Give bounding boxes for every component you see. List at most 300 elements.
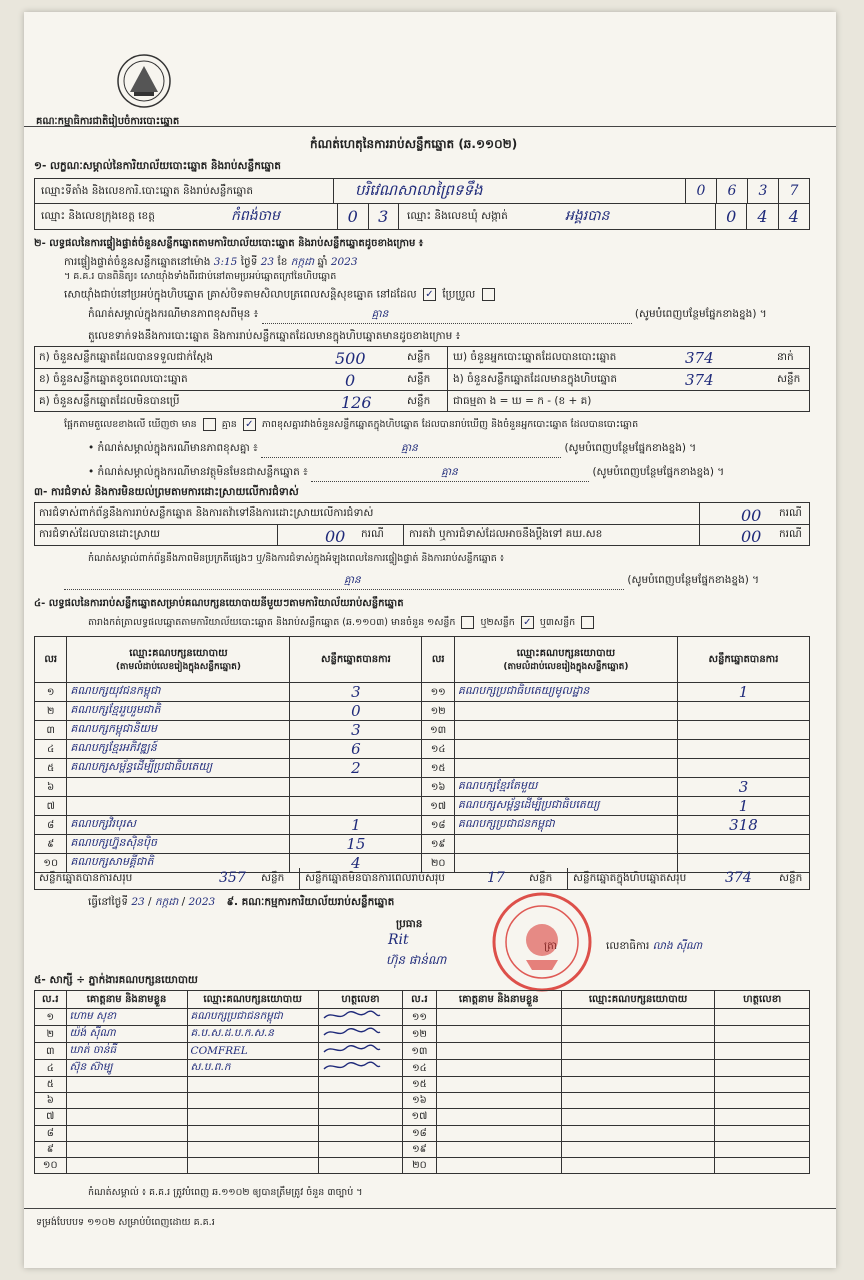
results-col-party-label: ឈ្មោះគណបក្សនយោបាយ xyxy=(516,647,616,659)
witness-signature[interactable] xyxy=(318,1109,402,1125)
sheet-count-line xyxy=(88,616,597,630)
witness-no: ៦ xyxy=(35,1093,67,1109)
witness-signature[interactable] xyxy=(715,1043,810,1060)
result-votes[interactable]: 2 xyxy=(290,759,422,778)
witness-no: ៨ xyxy=(35,1125,67,1141)
form-title: កំណត់ហេតុនៃការរាប់សន្លឹកឆ្នោត (ឆ.១១០២) xyxy=(310,137,518,151)
province-digit: 3 xyxy=(368,204,400,229)
witness-no: ៥ xyxy=(35,1077,67,1093)
results-col-votes: សន្លឹកឆ្នោតបានការ xyxy=(290,637,422,683)
witness-name[interactable] xyxy=(436,1026,561,1043)
result-votes[interactable] xyxy=(677,835,809,854)
fig-kh-label: ខ) ចំនួនសន្លឹកឆ្នោតខូចពេលបោះឆ្នោត xyxy=(39,373,188,385)
result-votes[interactable]: 1 xyxy=(677,683,809,702)
province-label: ឈ្មោះ និងលេខក្រុងខេត្ត ខេត្ត xyxy=(41,210,155,222)
verify-line xyxy=(64,256,358,271)
witness-party[interactable] xyxy=(561,1125,715,1141)
result-party[interactable]: គណបក្សប្រជាជនកម្ពុជា xyxy=(454,816,677,835)
province-value: កំពង់ចាម xyxy=(231,208,280,224)
objection-resolved-value: 00 xyxy=(325,527,346,546)
section-2-heading: ២- លទ្ធផលនៃការផ្ទៀងផ្ទាត់ចំនួនសន្លឹកឆ្នោតតាមការិយាល័យបោះឆ្នោត និងរាប់សន្លឹកឆ្នោតដូចខាងក្រោម ៖ xyxy=(34,238,424,249)
objection-col-line xyxy=(277,524,278,545)
fig-ng-label: ង) ចំនួនសន្លឹកឆ្នោតដែលមានក្នុងហិបឆ្នោត xyxy=(453,373,618,385)
objection-total-label: ការជំទាស់ពាក់ព័ន្ធនឹងការរាប់សន្លឹកឆ្នោត និងការតវ៉ាទៅនឹងការដោះស្រាយលើការជំទាស់ xyxy=(39,507,374,519)
table-row xyxy=(35,683,810,702)
total-box-label: សន្លឹកឆ្នោតក្នុងហិបឆ្នោតសរុប xyxy=(573,872,687,884)
witness-signature[interactable] xyxy=(318,1077,402,1093)
witness-signature[interactable] xyxy=(715,1125,810,1141)
witness-signature[interactable] xyxy=(715,1060,810,1077)
foreign-note-field[interactable] xyxy=(311,466,589,482)
result-no: ១៩ xyxy=(422,835,454,854)
result-votes[interactable]: 3 xyxy=(290,721,422,740)
no-diff-label: គ្មាន xyxy=(221,419,237,430)
site-digit: 6 xyxy=(716,179,747,203)
fig-y-value: 374 xyxy=(685,349,714,367)
total-valid-label: សន្លឹកឆ្នោតបានការសរុប xyxy=(39,872,133,884)
result-party[interactable] xyxy=(454,835,677,854)
results-table xyxy=(34,636,810,873)
signing-year: 2023 xyxy=(188,896,216,908)
diff-note-1-value: គ្មាន xyxy=(371,308,389,320)
witness-row xyxy=(35,1043,810,1060)
result-votes[interactable]: 15 xyxy=(290,835,422,854)
witness-signature[interactable] xyxy=(715,1141,810,1157)
witness-row xyxy=(35,1077,810,1093)
signature-icon xyxy=(322,1060,382,1073)
objection-total-value: 00 xyxy=(741,506,762,525)
site-digits xyxy=(685,179,809,203)
witness-signature[interactable] xyxy=(715,1093,810,1109)
signature-icon xyxy=(322,1026,382,1039)
result-no: ១៦ xyxy=(422,778,454,797)
two-sheet-checkbox[interactable]: ✓ xyxy=(521,616,534,629)
result-no: ៣ xyxy=(35,721,67,740)
result-votes[interactable] xyxy=(677,721,809,740)
witness-signature[interactable] xyxy=(715,1026,810,1043)
compare-line xyxy=(64,418,638,432)
verify-line-1-tail: ។ គ.គ.រ បានពិនិត្យ៖ សោយ៉ាំងទាំងពីរជាប់នៅតាមប្រអប់ឆ្នោតក្រៅនៃហិបឆ្នោត xyxy=(64,271,337,282)
result-no: ៧ xyxy=(35,797,67,816)
figures-divider xyxy=(447,347,448,411)
signing-day: 23 xyxy=(131,896,145,908)
result-votes[interactable]: 3 xyxy=(677,778,809,797)
witness-party[interactable] xyxy=(187,1125,318,1141)
witness-name[interactable] xyxy=(66,1157,187,1173)
result-votes[interactable] xyxy=(677,702,809,721)
footer-divider xyxy=(24,1208,836,1209)
totals-row xyxy=(34,868,810,890)
fig-g-unit: សន្លឹក xyxy=(407,395,431,407)
section-1-heading: ១- លក្ខណៈសម្គាល់នៃការិយាល័យបោះឆ្នោត និងរាប់សន្លឹកឆ្នោត xyxy=(34,160,281,172)
fig-k-value: 500 xyxy=(335,349,366,368)
form-page xyxy=(24,12,836,1268)
witness-name[interactable] xyxy=(436,1141,561,1157)
section-4-heading: ៤- លទ្ធផលនៃការរាប់សន្លឹកឆ្នោតសម្រាប់គណបក្សនយោបាយនីមួយៗតាមការិយាល័យរាប់សន្លឹកឆ្នោត xyxy=(34,598,404,609)
table-row xyxy=(35,816,810,835)
witness-col-name: គោត្តនាម និងនាមខ្លួន xyxy=(436,991,561,1009)
witness-party[interactable] xyxy=(561,1009,715,1026)
result-no: ២ xyxy=(35,702,67,721)
verify-year: 2023 xyxy=(330,256,358,268)
figures-intro: តួលេខទាក់ទងនឹងការបោះឆ្នោត និងការរាប់សន្លឹកឆ្នោតដែលមានក្នុងហិបឆ្នោតមានដូចខាងក្រោម ៖ xyxy=(88,330,461,342)
results-col-party-label: ឈ្មោះគណបក្សនយោបាយ xyxy=(129,647,228,659)
witness-no: ១២ xyxy=(403,1026,437,1043)
witness-no: ១៨ xyxy=(403,1125,437,1141)
result-votes[interactable] xyxy=(677,740,809,759)
site-digit: 0 xyxy=(685,179,716,203)
witness-party[interactable] xyxy=(187,1157,318,1173)
witness-no: ១៩ xyxy=(403,1141,437,1157)
verify-time-label: ការផ្ទៀងផ្ទាត់ចំនួនសន្លឹកឆ្នោតនៅម៉ោង xyxy=(64,256,211,268)
irregularity-note-value: គ្មាន xyxy=(344,574,361,586)
witness-name[interactable] xyxy=(436,1043,561,1060)
diff-note-2: • កំណត់សម្គាល់ក្នុងករណីមានភាពខុសគ្នា ៖ គ្មាន (សូមបំពេញបន្ថែមផ្នែកខាងខ្នង) ។ xyxy=(88,442,696,458)
witness-party[interactable] xyxy=(561,1060,715,1077)
witness-party[interactable]: គ.ប.ស.ដ.ប.ក.ស.ន xyxy=(187,1026,318,1043)
results-col-party xyxy=(67,637,290,683)
witness-table xyxy=(34,990,810,1174)
fig-formula: ជាធម្មតា ង = ឃ = ក - (ខ + គ) xyxy=(453,395,592,407)
witness-no: ៣ xyxy=(35,1043,67,1060)
secretary-label: លេខាធិការ xyxy=(606,940,650,952)
result-party[interactable] xyxy=(67,797,290,816)
has-diff-checkbox[interactable] xyxy=(203,418,216,431)
chair-title: ប្រធាន xyxy=(396,918,423,930)
result-no: ១៥ xyxy=(422,759,454,778)
witness-col-sign: ហត្ថលេខា xyxy=(318,991,402,1009)
result-party[interactable] xyxy=(454,740,677,759)
commune-label: ឈ្មោះ និងលេខឃុំ សង្កាត់ xyxy=(407,210,508,222)
witness-name[interactable] xyxy=(436,1109,561,1125)
official-stamp-icon xyxy=(490,890,594,994)
results-col-party-sub: (តាមលំដាប់លេខរៀងក្នុងសន្លឹកឆ្នោត) xyxy=(503,661,629,672)
result-no: ១៣ xyxy=(422,721,454,740)
header-divider xyxy=(24,126,836,127)
result-party[interactable]: គណបក្សសម្ព័ន្ធដើម្បីប្រជាធិបតេយ្យ xyxy=(67,759,290,778)
witness-party[interactable] xyxy=(561,1093,715,1109)
witness-name[interactable]: ស៊ុន ស៊ាម្បូ xyxy=(66,1060,187,1077)
compare-label: ផ្អែកតាមតួលេខខាងលើ ឃើញថា មាន xyxy=(64,419,197,430)
commune-digits xyxy=(715,204,809,229)
foreign-note-value: គ្មាន xyxy=(441,466,458,478)
witness-body xyxy=(35,1009,810,1174)
result-votes[interactable]: 1 xyxy=(290,816,422,835)
verify-day-label: ថ្ងៃទី xyxy=(240,256,258,268)
verify-day: 23 xyxy=(260,256,275,268)
witness-name[interactable]: យ៉ង់ ស៊ីណា xyxy=(66,1026,187,1043)
result-votes[interactable]: 4 xyxy=(290,854,422,873)
witness-no: ៧ xyxy=(35,1109,67,1125)
result-no: ១ xyxy=(35,683,67,702)
witness-party[interactable]: ស.ប.ព.ក xyxy=(187,1060,318,1077)
witness-signature[interactable] xyxy=(318,1093,402,1109)
results-col-party xyxy=(454,637,677,683)
witness-party[interactable] xyxy=(187,1109,318,1125)
witness-party[interactable] xyxy=(561,1157,715,1173)
total-valid-value: 357 xyxy=(219,870,246,886)
witness-party[interactable] xyxy=(561,1043,715,1060)
objection-appeal-unit: ករណី xyxy=(779,528,802,540)
results-col-party-sub: (តាមលំដាប់លេខរៀងក្នុងសន្លឹកឆ្នោត) xyxy=(115,661,241,672)
witness-signature[interactable] xyxy=(715,1157,810,1173)
result-votes[interactable]: 3 xyxy=(290,683,422,702)
fig-g-value: 126 xyxy=(341,393,372,412)
witness-col-no: ល.រ xyxy=(403,991,437,1009)
result-party[interactable] xyxy=(454,759,677,778)
section-3-heading: ៣- ការជំទាស់ និងការមិនយល់ព្រមតាមការដោះស្រាយលើការជំទាស់ xyxy=(34,486,299,498)
result-party[interactable]: គណបក្សសាមគ្គីជាតិ xyxy=(67,854,290,873)
witness-party[interactable] xyxy=(561,1141,715,1157)
diff-note-2-value: គ្មាន xyxy=(401,442,418,454)
witness-party[interactable] xyxy=(187,1141,318,1157)
result-no: ១៧ xyxy=(422,797,454,816)
table-row xyxy=(35,778,810,797)
result-no: ១១ xyxy=(422,683,454,702)
fig-ng-unit: សន្លឹក xyxy=(777,373,801,385)
section-5-heading: ៥- សាក្សី ÷ ភ្នាក់ងារគណបក្សនយោបាយ xyxy=(34,974,198,986)
results-col-votes: សន្លឹកឆ្នោតបានការ xyxy=(677,637,809,683)
result-party[interactable]: គណបក្សហ្វ៊ុនស៊ិនប៉ិច xyxy=(67,835,290,854)
witness-no: ៤ xyxy=(35,1060,67,1077)
changed-label: ប្រែប្រួល xyxy=(442,288,476,301)
signing-date: ធ្វើនៅថ្ងៃទី 23 / កក្កដា / 2023 ៩. គណៈកម្មការការិយាល័យរាប់សន្លឹកឆ្នោត xyxy=(88,896,395,908)
result-no: ១៨ xyxy=(422,816,454,835)
result-votes[interactable] xyxy=(290,778,422,797)
diff-note-2-hint: (សូមបំពេញបន្ថែមផ្នែកខាងខ្នង) ។ xyxy=(564,442,697,454)
witness-row xyxy=(35,1109,810,1125)
diff-note-1-hint: (សូមបំពេញបន្ថែមផ្នែកខាងខ្នង) ។ xyxy=(634,308,767,320)
result-party[interactable]: គណបក្សខ្មែរអភិវឌ្ឍន៍ xyxy=(67,740,290,759)
witness-signature[interactable] xyxy=(318,1026,402,1043)
secretary xyxy=(606,940,702,955)
witness-name[interactable] xyxy=(66,1109,187,1125)
unchanged-checkbox[interactable]: ✓ xyxy=(423,288,436,301)
witness-signature[interactable] xyxy=(715,1109,810,1125)
witness-col-no: ល.រ xyxy=(35,991,67,1009)
table-row xyxy=(35,759,810,778)
witness-signature[interactable] xyxy=(318,1060,402,1077)
objection-total-unit: ករណី xyxy=(779,507,802,519)
witness-row xyxy=(35,1125,810,1141)
result-party[interactable]: គណបក្សសម្ព័ន្ធដើម្បីប្រជាធិបតេយ្យ xyxy=(454,797,677,816)
site-digit: 7 xyxy=(778,179,809,203)
org-name: គណៈកម្មាធិការជាតិរៀបចំការបោះឆ្នោត xyxy=(36,116,180,127)
totals-divider xyxy=(299,868,300,889)
totals-divider xyxy=(567,868,568,889)
chair-name: ហ៊ុន ផាន់ណា xyxy=(386,953,447,967)
results-col-no: លរ xyxy=(35,637,67,683)
witness-party[interactable] xyxy=(561,1077,715,1093)
witness-name[interactable] xyxy=(436,1125,561,1141)
commune-digit: 4 xyxy=(746,204,777,229)
foreign-note: • កំណត់សម្គាល់ក្នុងករណីមានវត្ថុមិនមែនជាសន្លឹកឆ្នោត ៖ គ្មាន (សូមបំពេញបន្ថែមផ្នែកខាងខ្នង) ។ xyxy=(88,466,724,482)
verify-month-label: ខែ xyxy=(277,256,288,268)
total-box-unit: សន្លឹក xyxy=(779,872,803,884)
compare-tail: ភាពខុសគ្នារវាងចំនួនសន្លឹកឆ្នោតក្នុងហិបឆ្នោត ដែលបានរាប់ឃើញ និងចំនួនអ្នកបោះឆ្នោត ដែលបានបោះឆ្នោត xyxy=(261,419,639,430)
witness-no: ១៧ xyxy=(403,1109,437,1125)
fig-ng-value: 374 xyxy=(685,371,714,389)
result-party[interactable] xyxy=(454,721,677,740)
commune-value: អង្គរបាន xyxy=(565,208,610,224)
three-sheet-label: ឬ៣សន្លឹក xyxy=(539,617,576,628)
diff-note-1-label: កំណត់សម្គាល់ក្នុងករណីមានភាពខុសពីមុន ៖ xyxy=(88,308,259,320)
objection-resolved-unit: ករណី xyxy=(361,528,384,540)
lock-text: សោយ៉ាំងជាប់នៅប្រអប់ក្នុងហិបឆ្នោត គ្រាស់បិទតាមសិលាបត្រពេលសន្តិសុខឆ្នោត នៅដដែល xyxy=(64,288,417,301)
signing-date-label: ធ្វើនៅថ្ងៃទី xyxy=(88,896,128,908)
province-row xyxy=(34,204,810,230)
result-party[interactable]: គណបក្សកម្ពុជានិយម xyxy=(67,721,290,740)
witness-party[interactable] xyxy=(187,1093,318,1109)
fig-k-unit: សន្លឹក xyxy=(407,351,431,363)
province-digit: 0 xyxy=(337,204,368,229)
result-no: ៥ xyxy=(35,759,67,778)
result-no: ៤ xyxy=(35,740,67,759)
witness-signature[interactable] xyxy=(715,1077,810,1093)
result-votes[interactable] xyxy=(677,759,809,778)
total-valid-unit: សន្លឹក xyxy=(261,872,285,884)
result-party[interactable]: គណបក្សខ្មែររួបរួមជាតិ xyxy=(67,702,290,721)
result-votes[interactable]: 6 xyxy=(290,740,422,759)
results-col-no: លរ xyxy=(422,637,454,683)
figures-row-line xyxy=(35,368,809,369)
commune-digit: 4 xyxy=(778,204,809,229)
diff-note-2-field[interactable] xyxy=(261,442,561,458)
verify-month: កក្កដា xyxy=(290,256,315,268)
witness-party[interactable] xyxy=(561,1026,715,1043)
witness-name[interactable] xyxy=(66,1077,187,1093)
witness-signature[interactable] xyxy=(715,1009,810,1026)
table-row xyxy=(35,835,810,854)
witness-no: ១៤ xyxy=(403,1060,437,1077)
witness-party[interactable]: COMFREL xyxy=(187,1043,318,1060)
changed-checkbox[interactable] xyxy=(482,288,495,301)
figures-row-line xyxy=(35,390,809,391)
witness-row xyxy=(35,1093,810,1109)
witness-name[interactable] xyxy=(436,1009,561,1026)
verify-time: 3:15 xyxy=(213,256,238,268)
witness-name[interactable] xyxy=(436,1060,561,1077)
objection-grid xyxy=(34,502,810,546)
witness-row xyxy=(35,1141,810,1157)
result-votes[interactable]: 1 xyxy=(677,797,809,816)
diff-note-1-field[interactable] xyxy=(262,308,632,324)
foreign-note-label: កំណត់សម្គាល់ក្នុងករណីមានវត្ថុមិនមែនជាសន្លឹកឆ្នោត ៖ xyxy=(97,466,308,478)
witness-name[interactable]: ហោម សុខា xyxy=(66,1009,187,1026)
result-no: ៦ xyxy=(35,778,67,797)
witness-signature[interactable] xyxy=(318,1141,402,1157)
witness-signature[interactable] xyxy=(318,1043,402,1060)
witness-row xyxy=(35,1026,810,1043)
witness-party[interactable]: គណបក្សប្រជាជនកម្ពុជា xyxy=(187,1009,318,1026)
witness-name[interactable] xyxy=(66,1125,187,1141)
witness-name[interactable] xyxy=(436,1157,561,1173)
witness-name[interactable] xyxy=(436,1077,561,1093)
table-row xyxy=(35,702,810,721)
witness-no: ២០ xyxy=(403,1157,437,1173)
site-digit: 3 xyxy=(747,179,778,203)
result-party[interactable] xyxy=(454,702,677,721)
result-party[interactable]: គណបក្សខ្មែរតែមួយ xyxy=(454,778,677,797)
result-no: ៨ xyxy=(35,816,67,835)
witness-col-party: ឈ្មោះគណបក្សនយោបាយ xyxy=(561,991,715,1009)
witness-name[interactable] xyxy=(66,1093,187,1109)
irregularity-note-hint: (សូមបំពេញបន្ថែមផ្នែកខាងខ្នង) ។ xyxy=(627,574,760,586)
witness-name[interactable]: ឃាត់ ចាន់ធី xyxy=(66,1043,187,1060)
total-invalid-unit: សន្លឹក xyxy=(529,872,553,884)
result-party[interactable]: គណបក្សយុវជនកម្ពុជា xyxy=(67,683,290,702)
site-row xyxy=(34,178,810,204)
figures-grid xyxy=(34,346,810,412)
witness-col-party: ឈ្មោះគណបក្សនយោបាយ xyxy=(187,991,318,1009)
site-value: បរិវេណសាលាព្រៃទទឹង xyxy=(355,181,483,199)
witness-name[interactable] xyxy=(66,1141,187,1157)
result-party[interactable] xyxy=(67,778,290,797)
result-no: ១០ xyxy=(35,854,67,873)
total-invalid-label: សន្លឹកឆ្នោតមិនបានការពេលរាប់សរុប xyxy=(305,872,445,884)
no-diff-checkbox[interactable]: ✓ xyxy=(243,418,256,431)
secretary-name: លាង ស៊ីណា xyxy=(652,940,703,952)
objection-appeal-value: 00 xyxy=(741,527,762,546)
table-row xyxy=(35,721,810,740)
one-sheet-checkbox[interactable] xyxy=(461,616,474,629)
result-votes[interactable]: 0 xyxy=(290,702,422,721)
irregularity-note-field[interactable] xyxy=(64,574,624,590)
witness-signature[interactable] xyxy=(318,1009,402,1026)
witness-no: ២ xyxy=(35,1026,67,1043)
witness-signature[interactable] xyxy=(318,1125,402,1141)
result-no: ៩ xyxy=(35,835,67,854)
witness-party[interactable] xyxy=(187,1077,318,1093)
result-votes[interactable]: 318 xyxy=(677,816,809,835)
chair-signature: Rit xyxy=(388,932,409,948)
witness-no: ៩ xyxy=(35,1141,67,1157)
result-party[interactable]: គណបក្សវិរបុរស xyxy=(67,816,290,835)
witness-no: ១១ xyxy=(403,1009,437,1026)
witness-row xyxy=(35,1060,810,1077)
commune-digit: 0 xyxy=(715,204,746,229)
witness-no: ១ xyxy=(35,1009,67,1026)
verify-year-label: ឆ្នាំ xyxy=(317,256,328,268)
fig-y-label: ឃ) ចំនួនអ្នកបោះឆ្នោតដែលបានបោះឆ្នោត xyxy=(453,351,617,363)
witness-no: ១០ xyxy=(35,1157,67,1173)
result-no: ១៤ xyxy=(422,740,454,759)
total-invalid-value: 17 xyxy=(487,870,505,886)
witness-row xyxy=(35,1009,810,1026)
site-col-divider xyxy=(333,179,334,203)
witness-col-name: គោត្តនាម និងនាមខ្លួន xyxy=(66,991,187,1009)
witness-signature[interactable] xyxy=(318,1157,402,1173)
witness-name[interactable] xyxy=(436,1093,561,1109)
signature-icon xyxy=(322,1009,382,1022)
objection-appeal-label: ការតវ៉ា ឬការជំទាស់ដែលអាចនឹងប្តឹងទៅ គឃ.សខ xyxy=(409,528,603,540)
result-votes[interactable] xyxy=(290,797,422,816)
result-party[interactable]: គណបក្សប្រជាធិបតេយ្យមូលដ្ឋាន xyxy=(454,683,677,702)
objection-resolved-label: ការជំទាស់ដែលបានដោះស្រាយ xyxy=(39,528,161,540)
objection-col-line xyxy=(699,503,700,545)
witness-no: ១៣ xyxy=(403,1043,437,1060)
results-body xyxy=(35,683,810,873)
signing-month: កក្កដា xyxy=(154,896,179,908)
three-sheet-checkbox[interactable] xyxy=(581,616,594,629)
two-sheet-label: ឬ២សន្លឹក xyxy=(480,617,515,628)
witness-party[interactable] xyxy=(561,1109,715,1125)
irregularity-note xyxy=(64,574,759,590)
fig-y-unit: នាក់ xyxy=(777,351,794,363)
witness-row xyxy=(35,1157,810,1173)
province-digits xyxy=(337,204,399,229)
witness-no: ១៥ xyxy=(403,1077,437,1093)
